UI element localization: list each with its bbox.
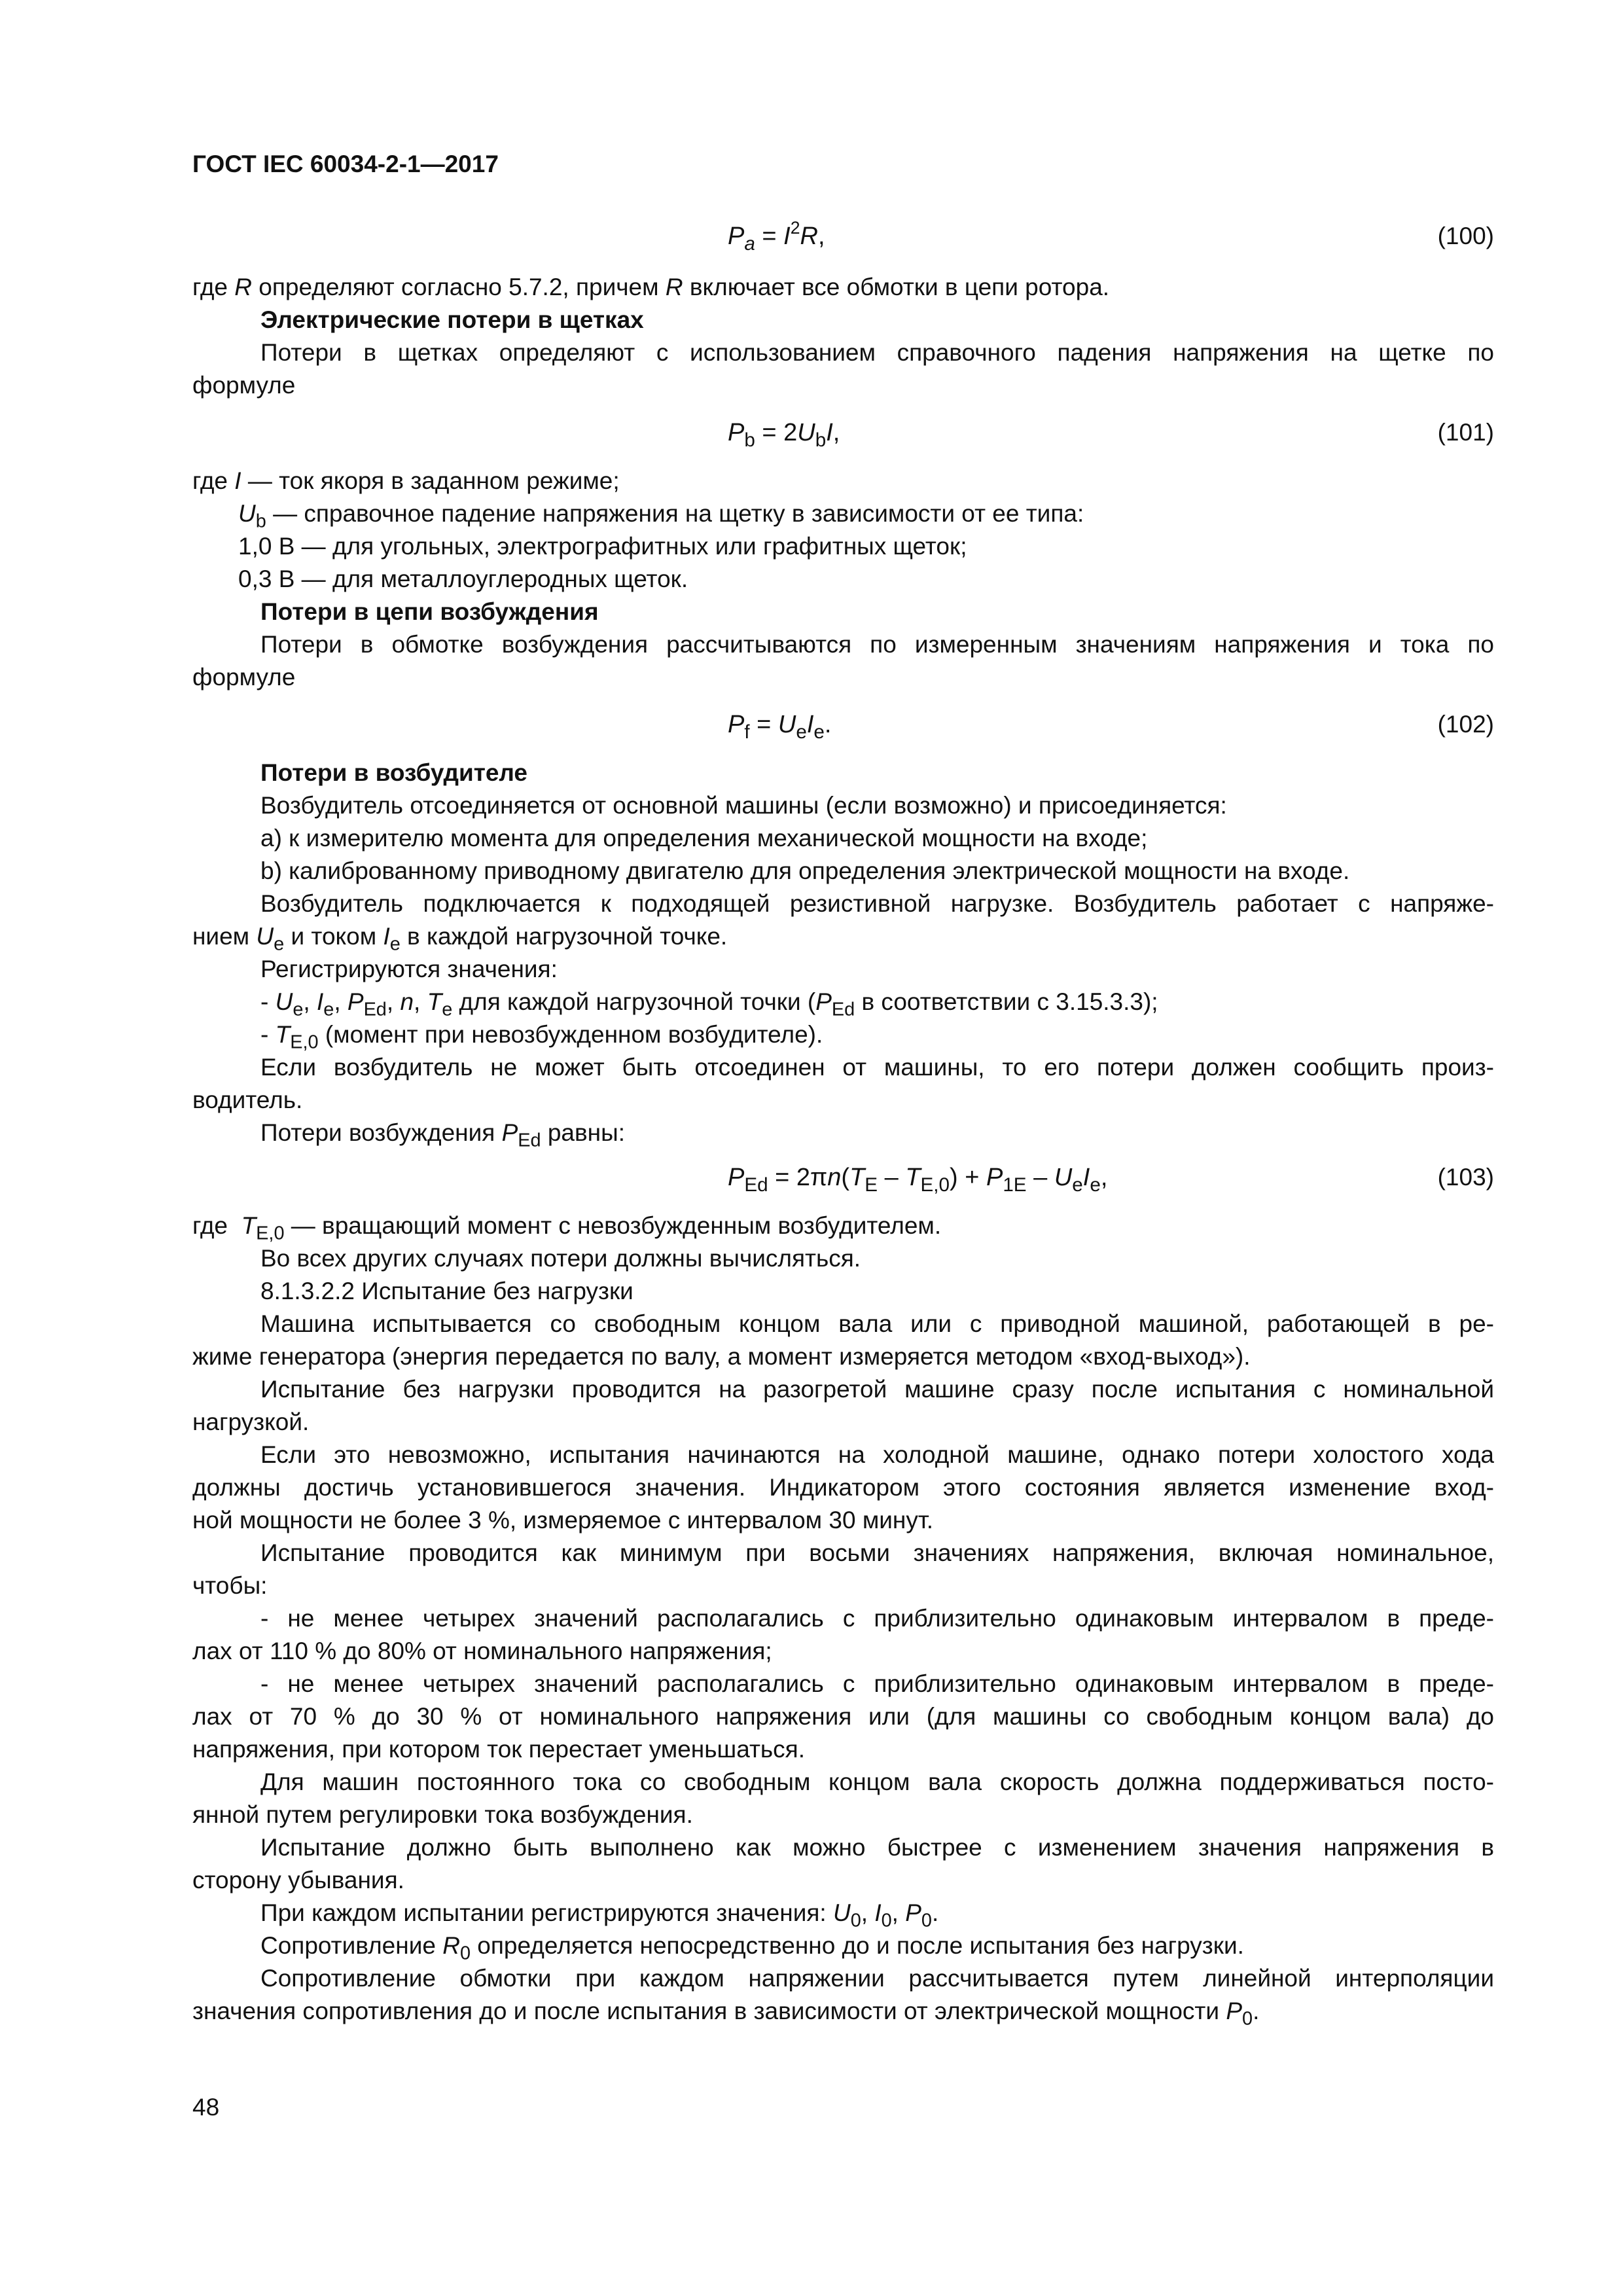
text-line: где I — ток якоря в заданном режиме; (192, 467, 620, 494)
text-line: значения сопротивления до и после испытания в зависимости от электрической мощности $P_0$. (192, 1998, 1260, 2030)
text-line: 1,0 В — для угольных, электрографитных или графитных щеток; (238, 533, 967, 560)
text-line: ной мощности не более 3 %, измеряемое с интервалом 30 минут. (192, 1507, 933, 1534)
text-line: Испытание должно быть выполнено как можно быстрее с изменением значения напряжения в (260, 1834, 1494, 1861)
text-line: лах от 70 % до 30 % от номинального напряжения или (для машины со свободным концом вала) до (192, 1703, 1494, 1730)
equation-number-100: (100) (1437, 223, 1494, 249)
subsection-title: 8.1.3.2.2 Испытание без нагрузки (260, 1278, 633, 1304)
text-line: формуле (192, 372, 296, 399)
text-line: b) калиброванному приводному двигателю для определения электрической мощности на входе. (260, 857, 1350, 884)
text-line: Возбудитель подключается к подходящей резистивной нагрузке. Возбудитель работает с напряже- (260, 890, 1494, 917)
formula-102: $P_f = U_eI_e$. (728, 711, 832, 743)
text-line: где $T_{E,0}$ — вращающий момент с невозбужденным возбудителем. (192, 1212, 942, 1244)
formula-100: $P_a = I^2R$, (728, 218, 825, 255)
text-line: Если возбудитель не может быть отсоединен от машины, то его потери должен сообщить произ- (260, 1054, 1494, 1081)
page-number: 48 (192, 2094, 220, 2121)
equation-number-103: (103) (1437, 1164, 1494, 1191)
text-line: Возбудитель отсоединяется от основной машины (если возможно) и присоединяется: (260, 792, 1227, 819)
section-heading-field-losses: Потери в цепи возбуждения (260, 598, 599, 625)
text-line: - не менее четырех значений располагались с приблизительно одинаковым интервалом в преде- (260, 1670, 1494, 1697)
text-line: Если это невозможно, испытания начинаются на холодной машине, однако потери холостого хода (260, 1441, 1494, 1468)
text-line: где R определяют согласно 5.7.2, причем R включает все обмотки в цепи ротора. (192, 274, 1110, 300)
document-header: ГОСТ IEC 60034-2-1—2017 (192, 151, 499, 177)
text-line: нагрузкой. (192, 1408, 310, 1435)
text-line: водитель. (192, 1086, 303, 1113)
text-line: a) к измерителю момента для определения механической мощности на входе; (260, 825, 1148, 852)
text-line: Сопротивление обмотки при каждом напряжении рассчитывается путем линейной интерполяции (260, 1965, 1494, 1992)
section-heading-brush-losses: Электрические потери в щетках (260, 306, 644, 333)
equation-number-101: (101) (1437, 419, 1494, 446)
text-line: янной путем регулировки тока возбуждения. (192, 1801, 693, 1828)
text-line: 0,3 В — для металлоуглеродных щеток. (238, 565, 688, 592)
text-line: напряжения, при котором ток перестает уменьшаться. (192, 1736, 806, 1763)
text-line: Испытание без нагрузки проводится на разогретой машине сразу после испытания с номинальной (260, 1376, 1494, 1403)
formula-103: $P_{Ed} = 2\pi n(T_E - T_{E,0}) + P_{1E} - U_eI_e$, (728, 1164, 1108, 1196)
formula-101: $P_b = 2U_bI$, (728, 419, 840, 451)
text-line: Испытание проводится как минимум при восьми значениях напряжения, включая номинальное, (260, 1539, 1494, 1566)
text-line: - $U_e$, $I_e$, $P_{Ed}$, n, $T_e$ для каждой нагрузочной точки ($P_{Ed}$ в соответствии с 3.15.3.3); (260, 988, 1158, 1020)
text-line: Сопротивление $R_0$ определяется непосредственно до и после испытания без нагрузки. (260, 1932, 1244, 1964)
section-heading-exciter-losses: Потери в возбудителе (260, 759, 528, 786)
text-line: Машина испытывается со свободным концом вала или с приводной машиной, работающей в ре- (260, 1310, 1494, 1337)
text-line: Потери в щетках определяют с использованием справочного падения напряжения на щетке по (260, 339, 1494, 366)
text-line: - не менее четырех значений располагались с приблизительно одинаковым интервалом в преде- (260, 1605, 1494, 1632)
text-line: $U_b$ — справочное падение напряжения на щетку в зависимости от ее типа: (238, 500, 1084, 532)
text-line: жиме генератора (энергия передается по валу, а момент измеряется методом «вход-выход»). (192, 1343, 1251, 1370)
text-line: чтобы: (192, 1572, 268, 1599)
text-line: лах от 110 % до 80% от номинального напряжения; (192, 1638, 772, 1664)
text-line: Потери в обмотке возбуждения рассчитываются по измеренным значениям напряжения и тока по (260, 631, 1494, 658)
text-line: сторону убывания. (192, 1867, 404, 1893)
text-line: - $T_{E,0}$ (момент при невозбужденном возбудителе). (260, 1021, 823, 1053)
equation-number-102: (102) (1437, 711, 1494, 738)
text-line: При каждом испытании регистрируются значения: $U_0$, $I_0$, $P_0$. (260, 1899, 939, 1931)
text-line: нием $U_e$ и током $I_e$ в каждой нагрузочной точке. (192, 923, 728, 955)
text-line: Потери возбуждения $P_{Ed}$ равны: (260, 1119, 625, 1151)
text-line: Регистрируются значения: (260, 956, 558, 982)
text-line: Для машин постоянного тока со свободным концом вала скорость должна поддерживаться посто- (260, 1768, 1494, 1795)
text-line: Во всех других случаях потери должны вычисляться. (260, 1245, 861, 1272)
text-line: формуле (192, 664, 296, 691)
text-line: должны достичь установившегося значения. Индикатором этого состояния является изменение вход- (192, 1474, 1494, 1501)
